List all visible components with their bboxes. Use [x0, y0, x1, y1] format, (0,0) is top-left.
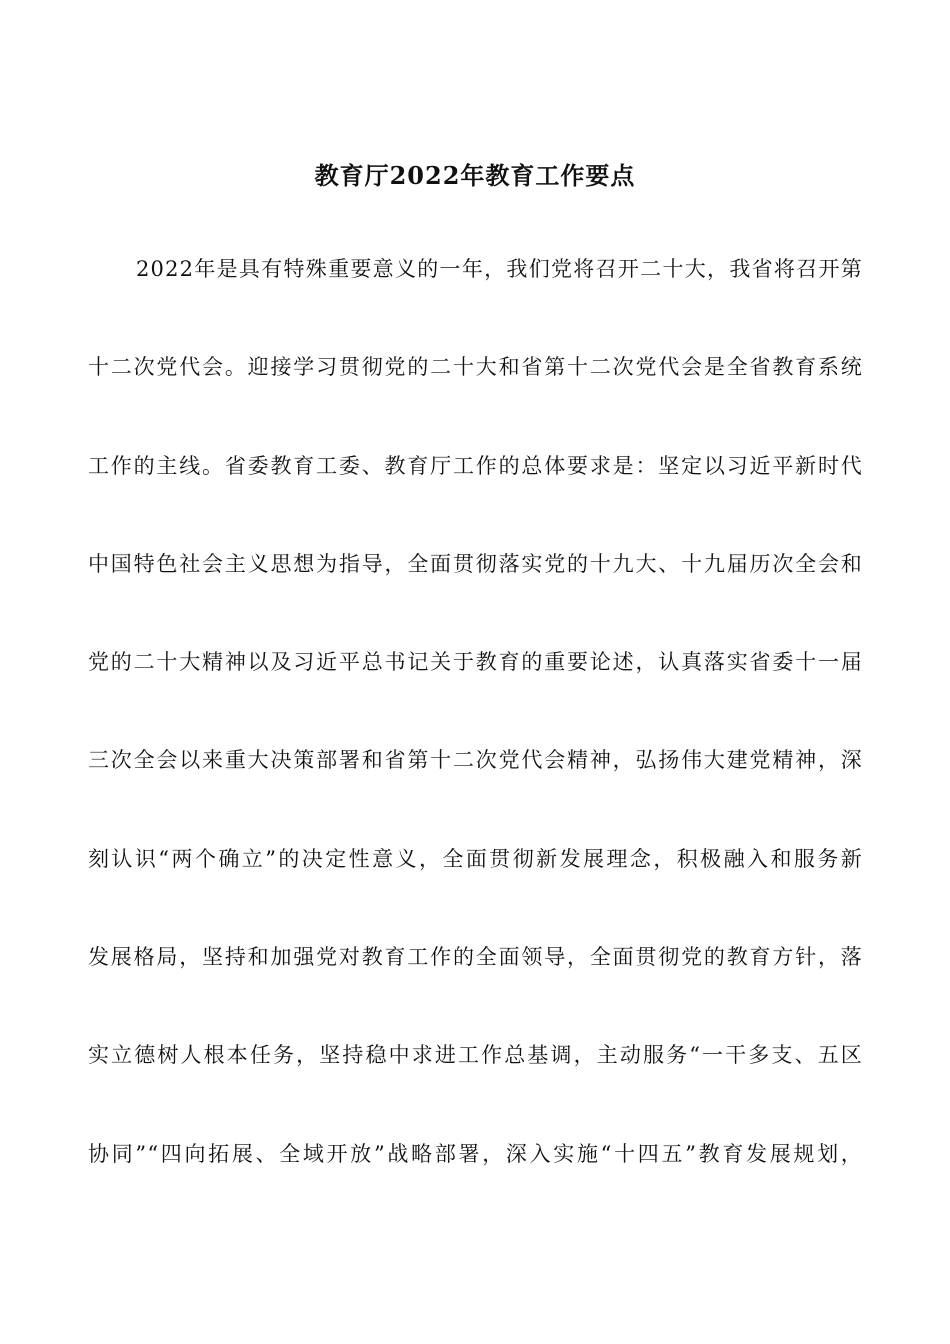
body-line-6: 三次全会以来重大决策部署和省第十二次党代会精神，弘扬伟大建党精神，深 — [88, 748, 863, 773]
body-line-10: 协同”“四向拓展、全域开放”战略部署，深入实施“十四五”教育发展规划， — [88, 1141, 863, 1166]
document-body — [88, 252, 863, 1235]
body-line-2: 十二次党代会。迎接学习贯彻党的二十大和省第十二次党代会是全省教育系统 — [88, 355, 863, 380]
body-line-3: 工作的主线。省委教育工委、教育厅工作的总体要求是：坚定以习近平新时代 — [88, 453, 863, 478]
body-line-9: 实立德树人根本任务，坚持稳中求进工作总基调，主动服务“一干多支、五区 — [88, 1043, 863, 1068]
body-line-1: 2022年是具有特殊重要意义的一年，我们党将召开二十大，我省将召开第 — [136, 257, 863, 281]
body-line-8: 发展格局，坚持和加强党对教育工作的全面领导，全面贯彻党的教育方针，落 — [88, 945, 863, 970]
document-title: 教育厅2022年教育工作要点 — [314, 161, 636, 190]
body-line-4: 中国特色社会主义思想为指导，全面贯彻落实党的十九大、十九届历次全会和 — [88, 551, 863, 576]
body-line-7: 刻认识“两个确立”的决定性意义，全面贯彻新发展理念，积极融入和服务新 — [88, 846, 863, 871]
body-line-5: 党的二十大精神以及习近平总书记关于教育的重要论述，认真落实省委十一届 — [88, 650, 863, 675]
